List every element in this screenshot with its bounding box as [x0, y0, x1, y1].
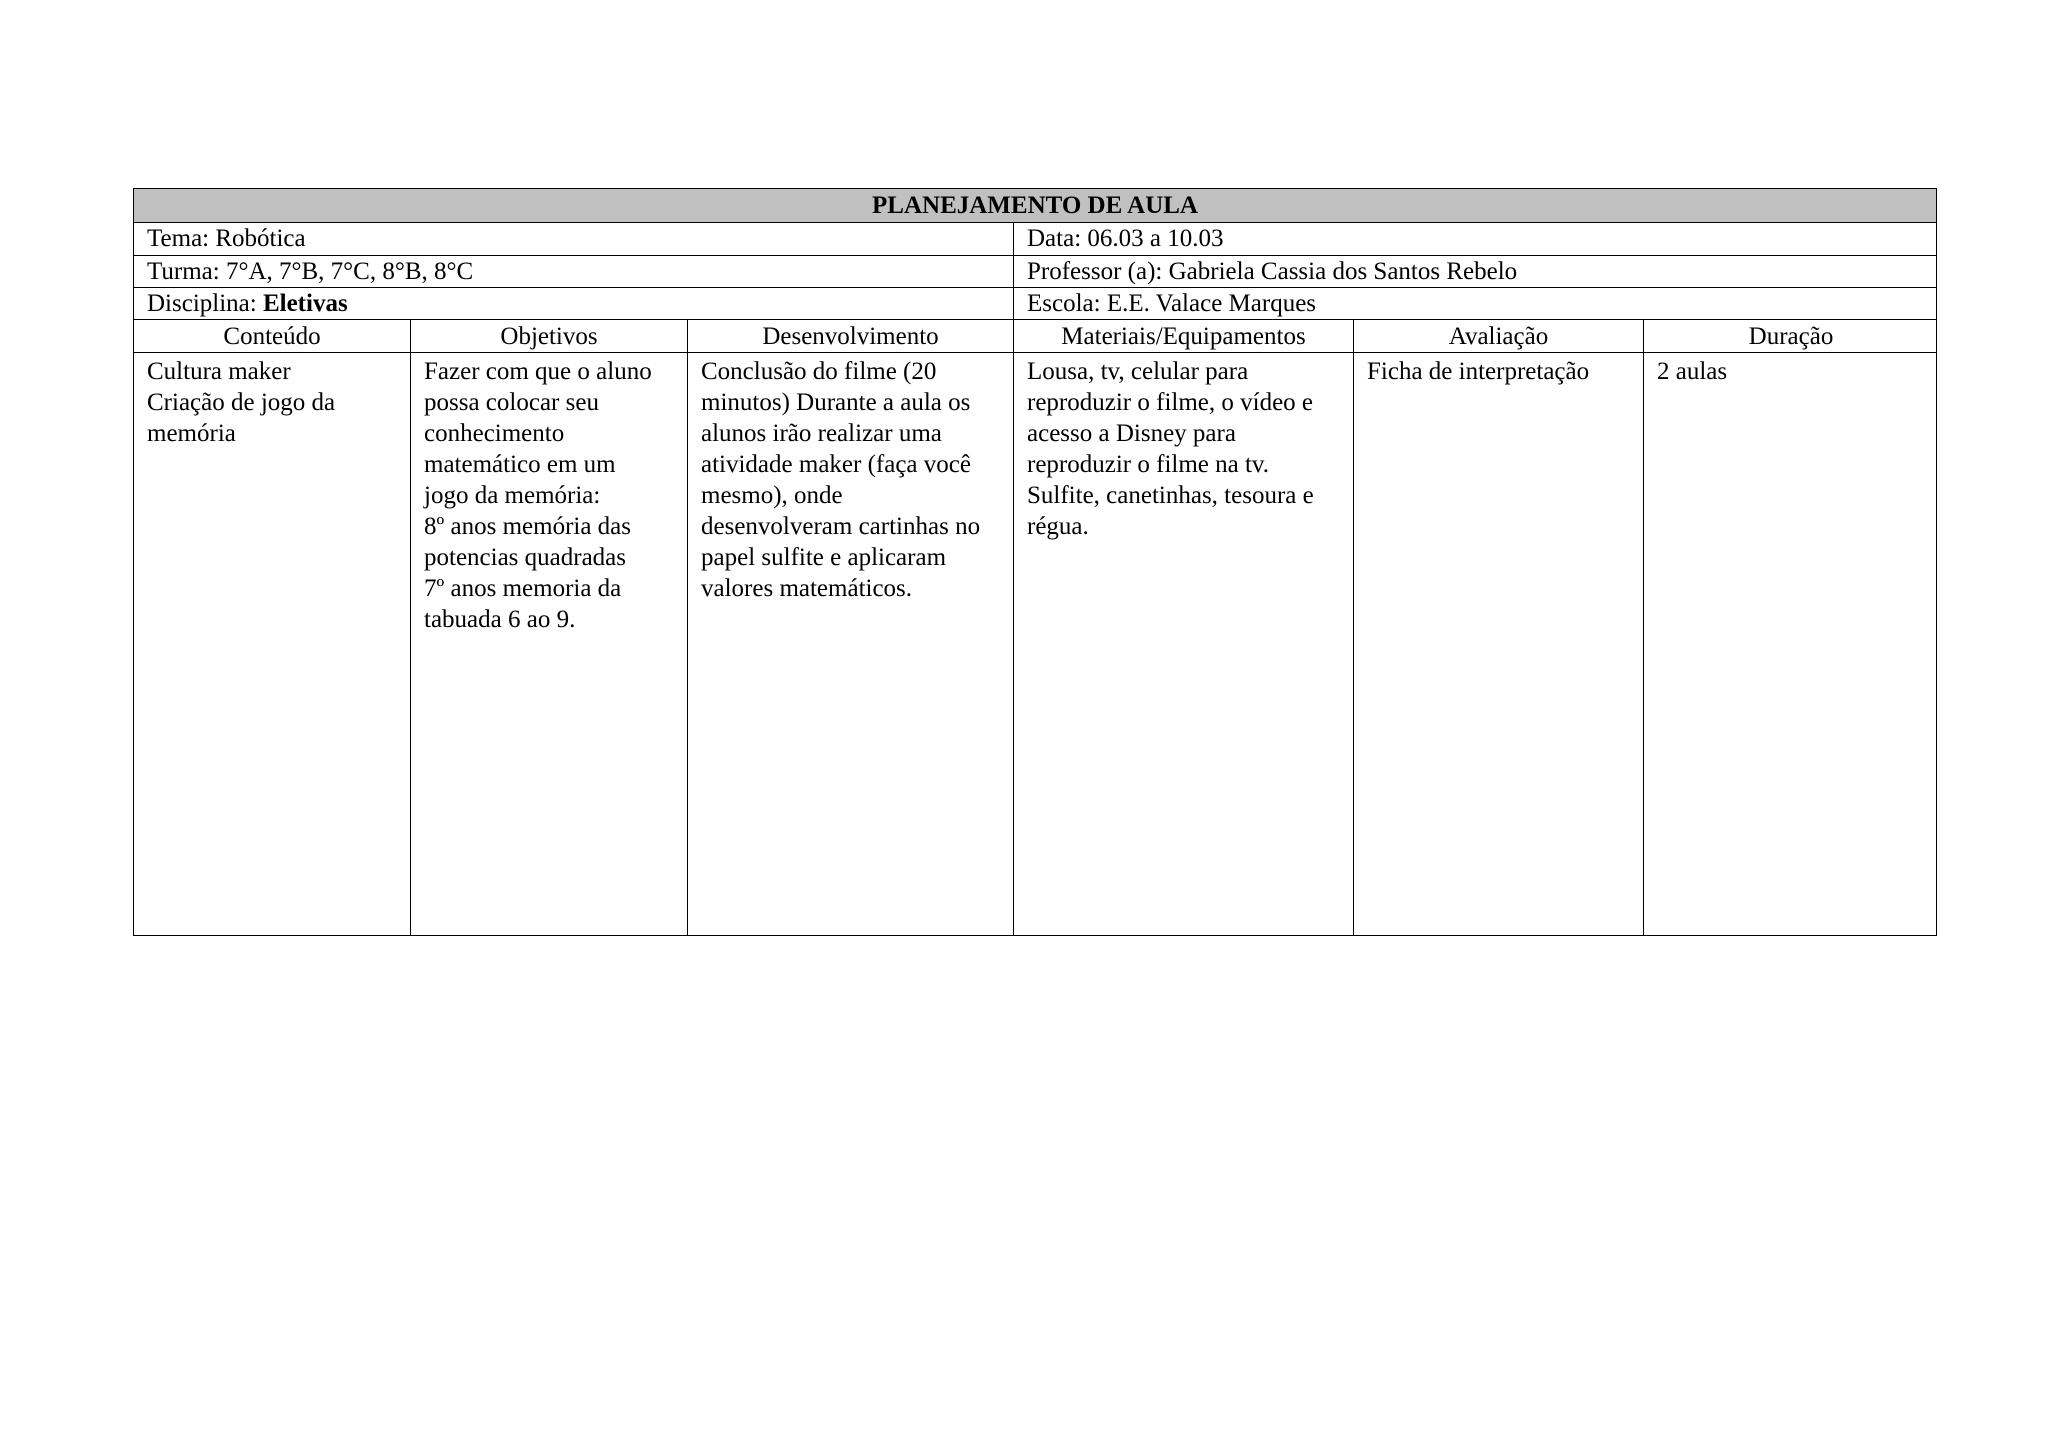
text-line: Sulfite, canetinhas, tesoura e	[1027, 482, 1314, 509]
info-row-disciplina	[134, 288, 1936, 320]
cell-desenvolvimento	[688, 353, 1014, 935]
text-line: possa colocar seu	[424, 389, 599, 416]
text-line: mesmo), onde	[701, 482, 843, 509]
header-conteudo: Conteúdo	[134, 320, 411, 352]
info-row-turma	[134, 256, 1936, 288]
cell-materiais	[1014, 353, 1354, 935]
text-line: valores matemáticos.	[701, 575, 913, 602]
text-line: conhecimento	[424, 420, 565, 447]
text-line: régua.	[1027, 513, 1089, 540]
text-line: 7º anos memoria da	[424, 575, 622, 602]
lesson-plan-table	[133, 188, 1937, 936]
text-line: 8º anos memória das	[424, 513, 632, 540]
text-line: memória	[147, 420, 236, 447]
disciplina-field	[134, 288, 1014, 319]
text-line: Conclusão do filme (20	[701, 358, 937, 385]
table-title: PLANEJAMENTO DE AULA	[872, 192, 1198, 219]
text-line: Lousa, tv, celular para	[1027, 358, 1249, 385]
professor-field: Professor (a): Gabriela Cassia dos Santos Rebelo	[1027, 258, 1518, 285]
text-line: papel sulfite e aplicaram	[701, 544, 947, 571]
cell-avaliacao	[1354, 353, 1644, 935]
turma-field: Turma: 7°A, 7°B, 7°C, 8°B, 8°C	[134, 256, 1014, 287]
header-duracao: Duração	[1748, 323, 1834, 350]
text-line: minutos) Durante a aula os	[701, 389, 971, 416]
cell-objetivos	[411, 353, 688, 935]
data-field: Data: 06.03 a 10.03	[1027, 225, 1224, 252]
text-line: acesso a Disney para	[1027, 420, 1236, 447]
disciplina-label: Disciplina:	[147, 290, 263, 317]
escola-field: Escola: E.E. Valace Marques	[1027, 290, 1317, 317]
table-title-row	[134, 189, 1936, 223]
disciplina-value: Eletivas	[262, 290, 348, 317]
header-objetivos: Objetivos	[411, 320, 688, 352]
text-line: reproduzir o filme na tv.	[1027, 451, 1270, 478]
header-avaliacao: Avaliação	[1354, 320, 1644, 352]
text-line: atividade maker (faça você	[701, 451, 971, 478]
text-line: matemático em um	[424, 451, 616, 478]
tema-field: Tema: Robótica	[134, 223, 1014, 255]
text-line: Criação de jogo da	[147, 389, 336, 416]
text-line: jogo da memória:	[424, 482, 601, 509]
text-line: desenvolveram cartinhas no	[701, 513, 981, 540]
table-row	[134, 353, 1936, 935]
info-row-tema	[134, 223, 1936, 256]
text-line: potencias quadradas	[424, 544, 627, 571]
text-line: Fazer com que o aluno	[424, 358, 652, 385]
text-line: tabuada 6 ao 9.	[424, 606, 576, 633]
text-line: Ficha de interpretação	[1367, 358, 1590, 385]
cell-duracao	[1644, 353, 1938, 935]
text-line: Cultura maker	[147, 358, 291, 385]
column-header-row	[134, 320, 1936, 353]
text-line: alunos irão realizar uma	[701, 420, 942, 447]
text-line: 2 aulas	[1657, 358, 1728, 385]
header-desenvolvimento: Desenvolvimento	[688, 320, 1014, 352]
header-materiais: Materiais/Equipamentos	[1014, 320, 1354, 352]
text-line: reproduzir o filme, o vídeo e	[1027, 389, 1314, 416]
cell-conteudo	[134, 353, 411, 935]
